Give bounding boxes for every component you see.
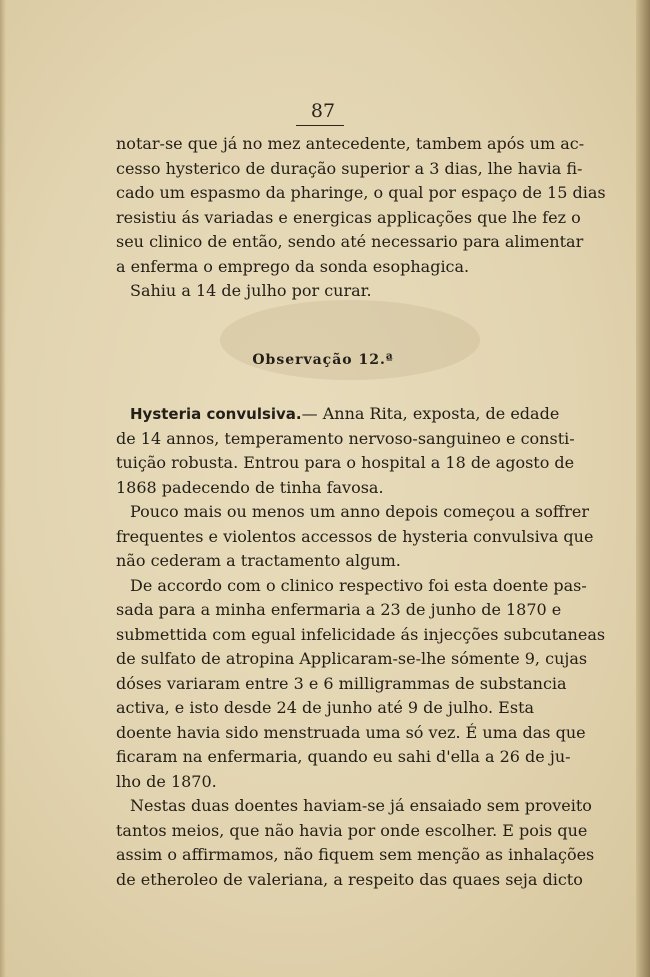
text-line: de 14 annos, temperamento nervoso-sanguineo e consti- <box>116 428 575 448</box>
paragraph-2 <box>116 279 530 304</box>
section-heading: Observação 12.ª <box>252 351 394 368</box>
text-line: tantos meios, que não havia por onde escolher. E pois que <box>116 820 588 840</box>
text-line: doente havia sido menstruada uma só vez. É uma das que <box>116 722 586 742</box>
text-line: cado um espasmo da pharinge, o qual por espaço de 15 dias <box>116 183 606 202</box>
text-line: Pouco mais ou menos um anno depois começou a soffrer <box>130 502 590 521</box>
text-line <box>116 402 560 427</box>
text-line: não cederam a tractamento algum. <box>116 551 401 570</box>
page-left-edge <box>0 0 6 977</box>
text-line-rest: — Anna Rita, exposta, de edade <box>301 404 560 423</box>
paragraph-1 <box>116 132 606 279</box>
text-line: de sulfato de atropina Applicaram-se-lhe sómente 9, cujas <box>116 649 588 668</box>
text-line: Nestas duas doentes haviam-se já ensaiado sem proveito <box>130 796 592 815</box>
page-number-rule <box>296 125 344 126</box>
text-line: ficaram na enfermaria, quando eu sahi d'ella a 26 de ju- <box>116 747 571 766</box>
paragraph-6 <box>116 794 595 892</box>
text-line: seu clinico de então, sendo até necessario para alimentar <box>116 232 584 251</box>
text-line: submettida com egual infelicidade ás injecções subcutaneas <box>116 624 606 644</box>
text-line: assim o affirmamos, não fiquem sem menção as inhalações <box>116 845 595 864</box>
text-line: a enferma o emprego da sonda esophagica. <box>116 256 470 276</box>
text-line: Sahiu a 14 de julho por curar. <box>130 281 372 300</box>
text-line: dóses variaram entre 3 e 6 milligrammas de substancia <box>116 673 567 693</box>
text-line: notar-se que já no mez antecedente, tambem após um ac- <box>116 134 585 153</box>
text-line: De accordo com o clinico respectivo foi esta doente pas- <box>130 575 587 595</box>
paragraph-4 <box>116 500 594 574</box>
page-right-edge <box>636 0 650 977</box>
text-line: sada para a minha enfermaria a 23 de junho de 1870 e <box>116 600 562 619</box>
text-line: tuição robusta. Entrou para o hospital a 18 de agosto de <box>116 453 575 472</box>
text-line: cesso hysterico de duração superior a 3 dias, lhe havia fi- <box>116 158 583 178</box>
paragraph-3 <box>116 402 575 500</box>
paragraph-5 <box>116 574 606 795</box>
text-line: activa, e isto desde 24 de junho até 9 de julho. Esta <box>116 698 535 717</box>
page-body <box>116 132 606 892</box>
text-line: 1868 padecendo de tinha favosa. <box>116 477 384 497</box>
text-line: resistiu ás variadas e energicas applicações que lhe fez o <box>116 207 581 227</box>
text-line: lho de 1870. <box>116 771 217 791</box>
text-line: frequentes e violentos accessos de hysteria convulsiva que <box>116 526 594 546</box>
case-title: Hysteria convulsiva. <box>130 405 302 423</box>
text-line: de etheroleo de valeriana, a respeito das quaes seja dicto <box>116 869 583 889</box>
page-number: 87 <box>310 100 336 122</box>
